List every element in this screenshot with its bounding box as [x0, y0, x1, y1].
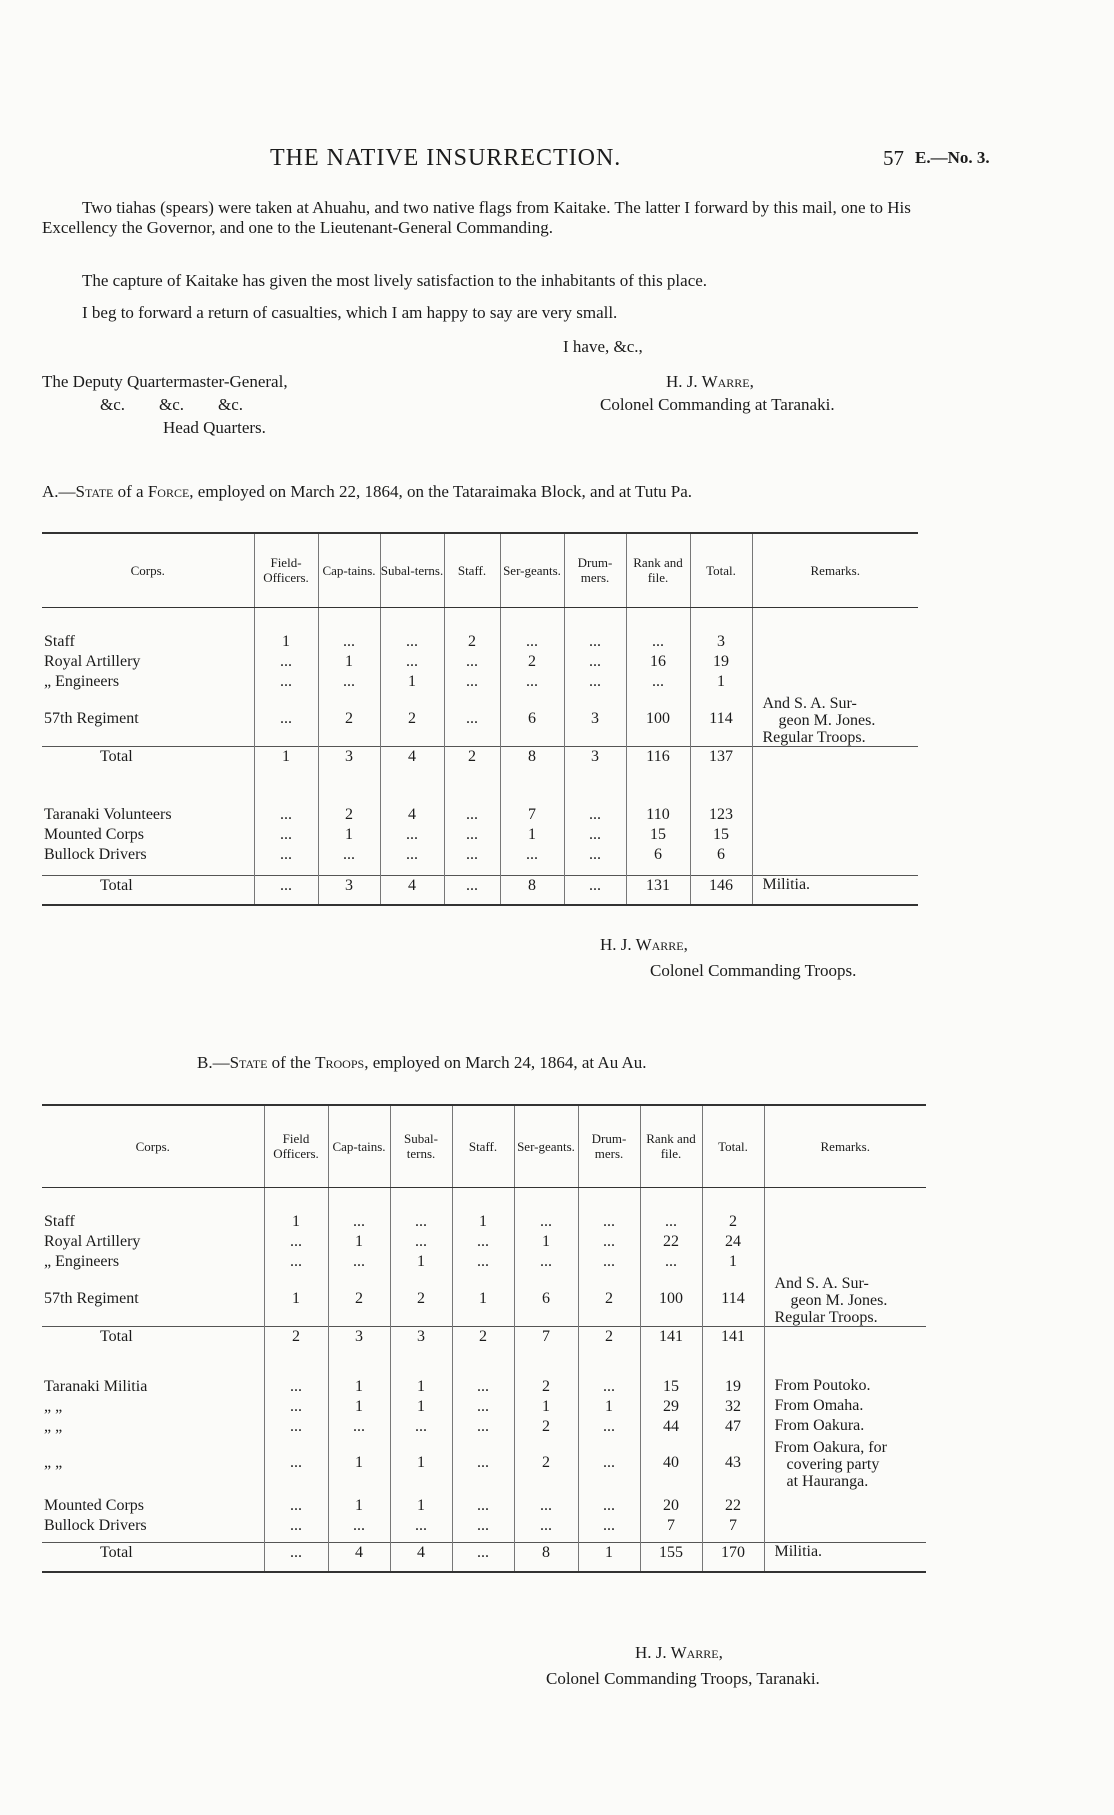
value-cell: ... — [514, 1252, 578, 1272]
remarks-cell — [764, 1326, 926, 1347]
value-cell: 6 — [500, 692, 564, 747]
letter-closing: I have, &c., — [563, 337, 643, 356]
remarks-cell — [764, 1212, 926, 1232]
total-row — [42, 1326, 926, 1347]
header-field-officers: Field-Officers. — [254, 533, 318, 607]
remarks-cell — [752, 746, 918, 767]
value-cell: ... — [500, 845, 564, 865]
value-cell: ... — [444, 692, 500, 747]
value-cell: ... — [564, 805, 626, 825]
value-cell: 16 — [626, 652, 690, 672]
header-corps: Corps. — [42, 1105, 264, 1187]
table-row — [42, 672, 918, 692]
value-cell: ... — [328, 1252, 390, 1272]
value-cell: ... — [452, 1377, 514, 1397]
value-cell: 29 — [640, 1397, 702, 1417]
value-cell: ... — [254, 825, 318, 845]
value-cell: 137 — [690, 746, 752, 767]
addressee-line-2: &c. &c. &c. — [100, 395, 244, 414]
table-b-signature-title: Colonel Commanding Troops, Taranaki. — [546, 1669, 820, 1688]
value-cell: 15 — [640, 1377, 702, 1397]
value-cell: 1 — [390, 1377, 452, 1397]
value-cell: ... — [390, 1232, 452, 1252]
value-cell: ... — [264, 1252, 328, 1272]
remark-line: covering party — [786, 1455, 880, 1473]
value-cell: 2 — [328, 1272, 390, 1327]
remarks-cell — [764, 1272, 926, 1327]
value-cell: 32 — [702, 1397, 764, 1417]
table-row — [42, 1437, 926, 1490]
value-cell: 1 — [690, 672, 752, 692]
value-cell: ... — [254, 692, 318, 747]
value-cell: 2 — [500, 652, 564, 672]
page-number: 57 — [883, 146, 904, 170]
header-rank-and-file: Rank and file. — [640, 1105, 702, 1187]
signature-name: H. J. Warre, — [666, 372, 754, 391]
header-staff: Staff. — [452, 1105, 514, 1187]
value-cell: 1 — [390, 1437, 452, 1490]
value-cell: ... — [264, 1417, 328, 1437]
corps-cell: Mounted Corps — [44, 825, 144, 843]
value-cell: 1 — [578, 1542, 640, 1563]
value-cell: 123 — [690, 805, 752, 825]
value-cell: 1 — [500, 825, 564, 845]
value-cell: 2 — [264, 1326, 328, 1347]
value-cell: 1 — [514, 1397, 578, 1417]
value-cell: 24 — [702, 1232, 764, 1252]
value-cell: 1 — [578, 1397, 640, 1417]
value-cell: 1 — [318, 652, 380, 672]
table-row — [42, 1252, 926, 1272]
table-a — [42, 532, 918, 906]
header-sergeants: Ser-geants. — [514, 1105, 578, 1187]
value-cell: 22 — [702, 1496, 764, 1516]
corps-cell: Taranaki Militia — [44, 1377, 148, 1395]
table-b — [42, 1104, 926, 1573]
remarks-cell — [752, 805, 918, 825]
value-cell: 1 — [264, 1272, 328, 1327]
value-cell: ... — [264, 1496, 328, 1516]
letter-paragraph-1: Two tiahas (spears) were taken at Ahuahu, and two native flags from Kaitake. The latter I forward by this mail, one to His Excellency the Governor, and one to the Lieutenant-General Commanding. — [42, 198, 911, 237]
table-row — [42, 1212, 926, 1232]
value-cell: 1 — [390, 1496, 452, 1516]
corps-cell: Total — [42, 1326, 264, 1347]
table-row — [42, 1397, 926, 1417]
header-subalterns: Subal-terns. — [380, 533, 444, 607]
header-staff: Staff. — [444, 533, 500, 607]
value-cell: 2 — [578, 1272, 640, 1327]
addressee-line-1: The Deputy Quartermaster-General, — [42, 372, 288, 391]
value-cell: 114 — [702, 1272, 764, 1327]
value-cell: 3 — [390, 1326, 452, 1347]
value-cell: ... — [578, 1417, 640, 1437]
table-row — [42, 1232, 926, 1252]
value-cell: 2 — [380, 692, 444, 747]
remarks-cell: From Omaha. — [764, 1397, 926, 1417]
value-cell: 1 — [452, 1272, 514, 1327]
value-cell: 2 — [444, 632, 500, 652]
corps-cell: „ Engineers — [44, 1252, 120, 1270]
value-cell: ... — [452, 1542, 514, 1563]
value-cell: 44 — [640, 1417, 702, 1437]
corps-cell: „ „ — [44, 1417, 63, 1435]
value-cell: 6 — [514, 1272, 578, 1327]
value-cell: ... — [318, 672, 380, 692]
value-cell: 1 — [328, 1437, 390, 1490]
value-cell: ... — [500, 672, 564, 692]
value-cell: ... — [264, 1232, 328, 1252]
remarks-cell: Militia. — [764, 1542, 926, 1563]
table-row — [42, 845, 918, 865]
value-cell: 8 — [514, 1542, 578, 1563]
value-cell: ... — [444, 652, 500, 672]
value-cell: 3 — [564, 746, 626, 767]
value-cell: ... — [444, 672, 500, 692]
value-cell: 1 — [380, 672, 444, 692]
value-cell: 4 — [390, 1542, 452, 1563]
value-cell: 6 — [626, 845, 690, 865]
value-cell: 1 — [702, 1252, 764, 1272]
table-row — [42, 632, 918, 652]
table-a-signature-name: H. J. Warre, — [600, 935, 688, 954]
value-cell: 8 — [500, 746, 564, 767]
header-drummers: Drum-mers. — [578, 1105, 640, 1187]
corps-cell: Staff — [44, 632, 75, 650]
value-cell: ... — [452, 1437, 514, 1490]
table-row — [42, 1417, 926, 1437]
value-cell: 4 — [380, 805, 444, 825]
value-cell: 1 — [328, 1397, 390, 1417]
value-cell: ... — [264, 1397, 328, 1417]
remarks-cell — [752, 692, 918, 747]
header-sergeants: Ser-geants. — [500, 533, 564, 607]
value-cell: 3 — [690, 632, 752, 652]
total-row — [42, 746, 918, 767]
remarks-cell: Militia. — [752, 875, 918, 896]
value-cell: ... — [452, 1417, 514, 1437]
value-cell: ... — [264, 1437, 328, 1490]
value-cell: 1 — [390, 1252, 452, 1272]
value-cell: ... — [640, 1212, 702, 1232]
value-cell: 15 — [626, 825, 690, 845]
remarks-cell — [764, 1496, 926, 1516]
value-cell: 1 — [254, 746, 318, 767]
value-cell: ... — [380, 825, 444, 845]
value-cell: 3 — [564, 692, 626, 747]
value-cell: 22 — [640, 1232, 702, 1252]
value-cell: ... — [564, 825, 626, 845]
value-cell: ... — [452, 1252, 514, 1272]
value-cell: ... — [564, 875, 626, 896]
value-cell: ... — [390, 1417, 452, 1437]
total-row — [42, 1542, 926, 1563]
value-cell: ... — [444, 875, 500, 896]
value-cell: 131 — [626, 875, 690, 896]
corps-cell: Bullock Drivers — [44, 1516, 147, 1534]
value-cell: ... — [254, 672, 318, 692]
value-cell: ... — [514, 1496, 578, 1516]
value-cell: 1 — [452, 1212, 514, 1232]
value-cell: 7 — [640, 1516, 702, 1536]
value-cell: 20 — [640, 1496, 702, 1516]
table-b-caption: B.—State of the Troops, employed on March 24, 1864, at Au Au. — [197, 1053, 647, 1072]
value-cell: ... — [626, 672, 690, 692]
value-cell: ... — [626, 632, 690, 652]
value-cell: ... — [380, 652, 444, 672]
corps-cell: Staff — [44, 1212, 75, 1230]
addressee-line-3: Head Quarters. — [163, 418, 266, 437]
table-row — [42, 825, 918, 845]
value-cell: 1 — [264, 1212, 328, 1232]
value-cell: 110 — [626, 805, 690, 825]
value-cell: ... — [328, 1212, 390, 1232]
value-cell: ... — [564, 672, 626, 692]
value-cell: 2 — [514, 1377, 578, 1397]
value-cell: 3 — [328, 1326, 390, 1347]
remark-line: geon M. Jones. — [778, 711, 876, 729]
value-cell: ... — [328, 1516, 390, 1536]
value-cell: ... — [514, 1212, 578, 1232]
value-cell: 2 — [702, 1212, 764, 1232]
corps-cell: 57th Regiment — [44, 709, 139, 727]
corps-cell: 57th Regiment — [44, 1289, 139, 1307]
value-cell: 47 — [702, 1417, 764, 1437]
value-cell: 3 — [318, 875, 380, 896]
value-cell: ... — [318, 845, 380, 865]
header-total: Total. — [702, 1105, 764, 1187]
value-cell: ... — [452, 1232, 514, 1252]
value-cell: 8 — [500, 875, 564, 896]
header-captains: Cap-tains. — [318, 533, 380, 607]
value-cell: ... — [444, 825, 500, 845]
value-cell: ... — [254, 875, 318, 896]
remarks-cell — [764, 1437, 926, 1490]
value-cell: ... — [578, 1212, 640, 1232]
value-cell: ... — [452, 1397, 514, 1417]
corps-cell: Bullock Drivers — [44, 845, 147, 863]
value-cell: 2 — [578, 1326, 640, 1347]
value-cell: ... — [500, 632, 564, 652]
value-cell: ... — [452, 1496, 514, 1516]
table-row — [42, 1377, 926, 1397]
corps-cell: Royal Artillery — [44, 1232, 141, 1250]
remark-line: Regular Troops. — [762, 728, 866, 746]
remark-line: From Oakura, for — [774, 1438, 887, 1456]
corps-cell: Taranaki Volunteers — [44, 805, 172, 823]
value-cell: ... — [264, 1542, 328, 1563]
value-cell: ... — [264, 1516, 328, 1536]
value-cell: 170 — [702, 1542, 764, 1563]
value-cell: ... — [578, 1232, 640, 1252]
remark-line: And S. A. Sur- — [762, 694, 857, 712]
table-row — [42, 692, 918, 747]
value-cell: ... — [578, 1516, 640, 1536]
remarks-cell — [764, 1252, 926, 1272]
value-cell: ... — [390, 1212, 452, 1232]
value-cell: 7 — [702, 1516, 764, 1536]
value-cell: ... — [452, 1516, 514, 1536]
value-cell: ... — [254, 845, 318, 865]
remarks-cell: From Oakura. — [764, 1417, 926, 1437]
table-row — [42, 652, 918, 672]
value-cell: ... — [578, 1377, 640, 1397]
value-cell: ... — [564, 632, 626, 652]
value-cell: 1 — [254, 632, 318, 652]
remarks-cell — [752, 652, 918, 672]
value-cell: 146 — [690, 875, 752, 896]
total-row — [42, 875, 918, 896]
header-captains: Cap-tains. — [328, 1105, 390, 1187]
value-cell: 116 — [626, 746, 690, 767]
value-cell: 114 — [690, 692, 752, 747]
header-remarks: Remarks. — [764, 1105, 926, 1187]
header-drummers: Drum-mers. — [564, 533, 626, 607]
value-cell: ... — [318, 632, 380, 652]
remarks-cell — [764, 1232, 926, 1252]
value-cell: 40 — [640, 1437, 702, 1490]
value-cell: ... — [578, 1437, 640, 1490]
corps-cell: „ „ — [44, 1397, 63, 1415]
remarks-cell — [752, 845, 918, 865]
corps-cell: Royal Artillery — [44, 652, 141, 670]
value-cell: 100 — [626, 692, 690, 747]
remarks-cell — [752, 825, 918, 845]
value-cell: 15 — [690, 825, 752, 845]
value-cell: 1 — [318, 825, 380, 845]
table-row — [42, 1516, 926, 1536]
value-cell: 2 — [514, 1437, 578, 1490]
value-cell: 1 — [328, 1232, 390, 1252]
value-cell: ... — [514, 1516, 578, 1536]
header-remarks: Remarks. — [752, 533, 918, 607]
value-cell: ... — [444, 805, 500, 825]
value-cell: 1 — [390, 1397, 452, 1417]
value-cell: ... — [564, 652, 626, 672]
document-reference: E.—No. 3. — [915, 148, 990, 167]
value-cell: ... — [380, 845, 444, 865]
remark-line: And S. A. Sur- — [774, 1274, 869, 1292]
value-cell: 2 — [390, 1272, 452, 1327]
value-cell: 100 — [640, 1272, 702, 1327]
value-cell: 19 — [702, 1377, 764, 1397]
header-corps: Corps. — [42, 533, 254, 607]
value-cell: 4 — [380, 875, 444, 896]
value-cell: 155 — [640, 1542, 702, 1563]
corps-cell: Total — [42, 875, 254, 896]
value-cell: 141 — [702, 1326, 764, 1347]
value-cell: ... — [578, 1496, 640, 1516]
table-b-signature-name: H. J. Warre, — [635, 1643, 723, 1662]
value-cell: 43 — [702, 1437, 764, 1490]
remarks-cell — [764, 1516, 926, 1536]
corps-cell: Mounted Corps — [44, 1496, 144, 1514]
letter-paragraph-2: The capture of Kaitake has given the most lively satisfaction to the inhabitants of this place. — [82, 271, 708, 290]
page-title: THE NATIVE INSURRECTION. — [270, 145, 622, 171]
letter-paragraph-3: I beg to forward a return of casualties, which I am happy to say are very small. — [82, 303, 618, 322]
value-cell: ... — [264, 1377, 328, 1397]
header-subalterns: Subal-terns. — [390, 1105, 452, 1187]
remarks-cell: From Poutoko. — [764, 1377, 926, 1397]
value-cell: ... — [578, 1252, 640, 1272]
value-cell: ... — [380, 632, 444, 652]
value-cell: 2 — [318, 692, 380, 747]
table-a-caption: A.—State of a Force, employed on March 22, 1864, on the Tataraimaka Block, and at Tutu Pa. — [42, 482, 693, 501]
remarks-cell — [752, 672, 918, 692]
header-rank-and-file: Rank and file. — [626, 533, 690, 607]
value-cell: 2 — [452, 1326, 514, 1347]
value-cell: 1 — [328, 1377, 390, 1397]
value-cell: 4 — [328, 1542, 390, 1563]
value-cell: ... — [564, 845, 626, 865]
value-cell: ... — [640, 1252, 702, 1272]
value-cell: 7 — [500, 805, 564, 825]
header-total: Total. — [690, 533, 752, 607]
corps-cell: Total — [42, 1542, 264, 1563]
value-cell: 19 — [690, 652, 752, 672]
value-cell: 1 — [328, 1496, 390, 1516]
value-cell: ... — [254, 805, 318, 825]
remark-line: at Hauranga. — [786, 1472, 869, 1490]
table-row — [42, 1496, 926, 1516]
table-row — [42, 805, 918, 825]
value-cell: 1 — [514, 1232, 578, 1252]
value-cell: 7 — [514, 1326, 578, 1347]
remarks-cell — [752, 632, 918, 652]
value-cell: 2 — [514, 1417, 578, 1437]
corps-cell: „ Engineers — [44, 672, 120, 690]
value-cell: 6 — [690, 845, 752, 865]
value-cell: ... — [254, 652, 318, 672]
remark-line: Regular Troops. — [774, 1308, 878, 1326]
table-row — [42, 1272, 926, 1327]
value-cell: 2 — [444, 746, 500, 767]
table-a-signature-title: Colonel Commanding Troops. — [650, 961, 857, 980]
value-cell: ... — [390, 1516, 452, 1536]
corps-cell: „ „ — [44, 1454, 63, 1471]
value-cell: 141 — [640, 1326, 702, 1347]
remark-line: geon M. Jones. — [790, 1291, 888, 1309]
value-cell: ... — [328, 1417, 390, 1437]
value-cell: ... — [444, 845, 500, 865]
value-cell: 3 — [318, 746, 380, 767]
value-cell: 2 — [318, 805, 380, 825]
header-field-officers: Field Officers. — [264, 1105, 328, 1187]
signature-title: Colonel Commanding at Taranaki. — [600, 395, 835, 414]
corps-cell: Total — [42, 746, 254, 767]
value-cell: 4 — [380, 746, 444, 767]
